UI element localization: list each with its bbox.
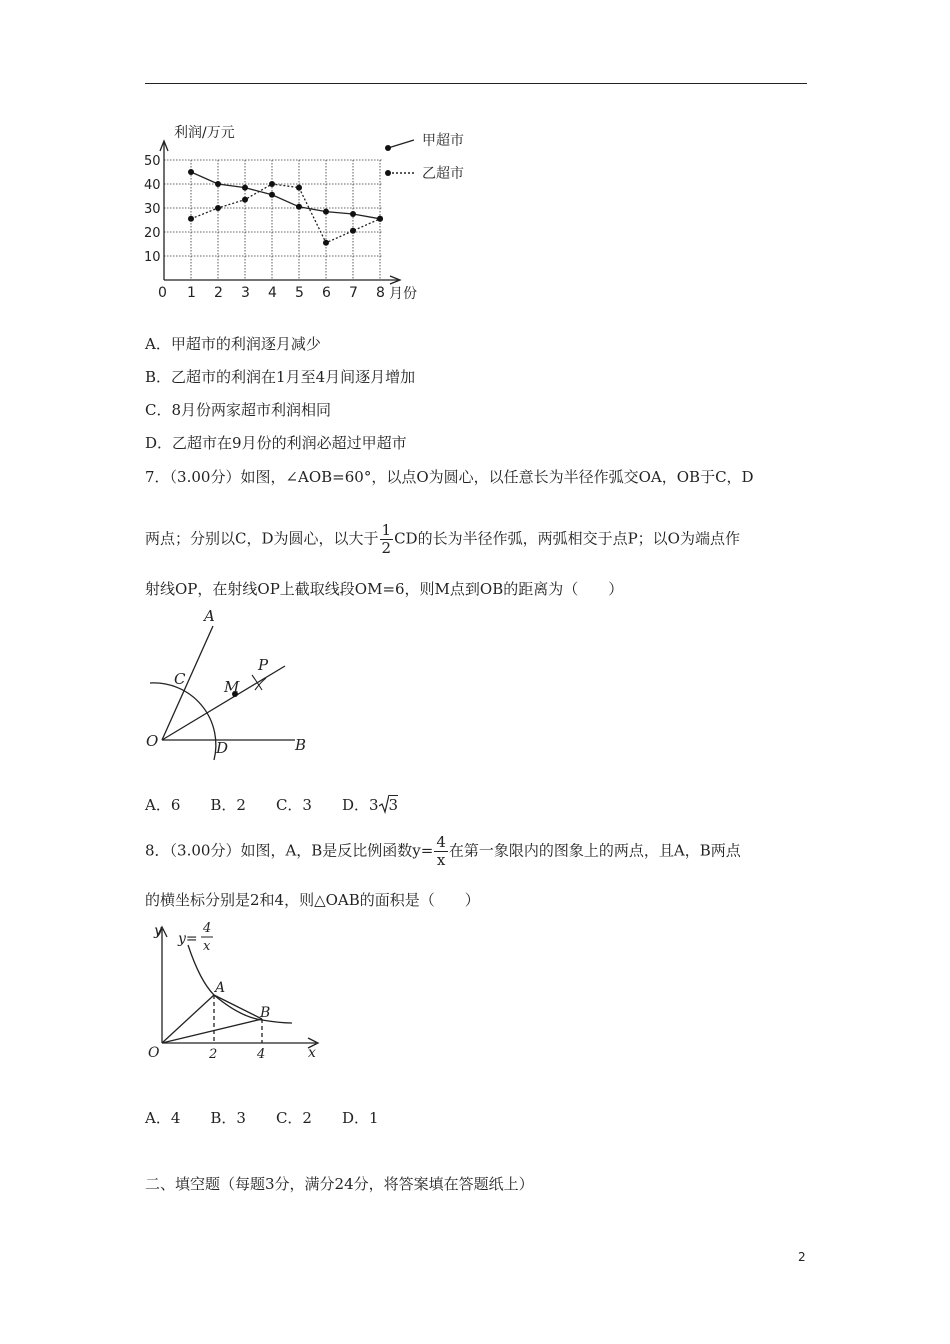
label-o: O xyxy=(146,732,159,750)
q7-option-d-radicand: 3 xyxy=(388,796,399,814)
label-o: O xyxy=(148,1045,160,1061)
q8-fraction xyxy=(434,834,448,869)
fn-den: x xyxy=(203,939,211,954)
y-tick-20: 20 xyxy=(144,226,161,241)
legend-label-jia: 甲超市 xyxy=(422,133,464,149)
chart-axes xyxy=(160,141,400,284)
x-tick-4: 4 xyxy=(268,285,277,301)
q7-line-2-pre: 两点；分别以C，D为圆心，以大于 xyxy=(145,529,379,548)
y-tick-10: 10 xyxy=(144,250,161,265)
label-d: D xyxy=(216,739,229,757)
q7-fraction-num: 1 xyxy=(381,521,392,539)
q7-fraction-den: 2 xyxy=(381,539,392,557)
series-0-point-4 xyxy=(269,192,275,198)
series-0-point-7 xyxy=(350,211,356,217)
series-0-point-1 xyxy=(188,169,194,175)
q6-option-d: D．乙超市在9月份的利润必超过甲超市 xyxy=(145,434,407,452)
q8-fraction-den: x xyxy=(436,851,446,869)
series-1-point-8 xyxy=(377,216,383,222)
chart-xlabel: 月份 xyxy=(389,286,417,302)
fn-num: 4 xyxy=(203,921,212,936)
chart-x-ticks xyxy=(187,285,385,301)
series-1-point-3 xyxy=(242,197,248,203)
x-tick-3: 3 xyxy=(241,285,250,301)
series-0-point-2 xyxy=(215,181,221,187)
label-c: C xyxy=(174,670,186,688)
chart-ylabel: 利润/万元 xyxy=(174,125,235,141)
legend-marker-jia xyxy=(385,145,391,151)
tick-2: 2 xyxy=(209,1047,218,1062)
y-tick-50: 50 xyxy=(144,154,161,169)
segment-oa xyxy=(162,995,214,1043)
legend-line-jia xyxy=(388,140,414,148)
fn-y-eq: y= xyxy=(178,931,198,947)
series-1-point-4 xyxy=(269,181,275,187)
q7-line-2 xyxy=(145,522,740,557)
q8-line-1 xyxy=(145,834,741,869)
q7-line-3: 射线OP，在射线OP上截取线段OM=6，则M点到OB的距离为（ ） xyxy=(145,580,624,598)
q6-option-c: C．8月份两家超市利润相同 xyxy=(145,401,332,419)
label-x: x xyxy=(308,1045,316,1061)
series-0-point-5 xyxy=(296,204,302,210)
q6-option-b: B．乙超市的利润在1月至4月间逐月增加 xyxy=(145,368,416,386)
series-1-point-5 xyxy=(296,185,302,191)
label-m: M xyxy=(224,678,240,696)
chart-y-ticks xyxy=(144,154,161,265)
q8-line-2: 的横坐标分别是2和4，则△OAB的面积是（ ） xyxy=(145,891,480,909)
q7-option-d-coef: 3 xyxy=(369,796,379,814)
section-2-heading: 二、填空题（每题3分，满分24分，将答案填在答题纸上） xyxy=(145,1175,534,1193)
q7-options xyxy=(145,794,398,815)
series-1-point-1 xyxy=(188,216,194,222)
label-b: B xyxy=(260,1005,271,1021)
ray-oa xyxy=(162,626,213,740)
segment-ab xyxy=(214,995,262,1019)
y-tick-30: 30 xyxy=(144,202,161,217)
label-y: y xyxy=(154,923,162,939)
label-a: A xyxy=(204,607,215,625)
q7-figure xyxy=(140,600,320,770)
chart-grid xyxy=(164,160,382,280)
label-a: A xyxy=(215,980,226,996)
q7-line-1: 7．（3.00分）如图，∠AOB=60°，以点O为圆心，以任意长为半径作弧交OA，OB于C，D xyxy=(145,468,754,486)
label-b: B xyxy=(295,736,307,754)
profit-line-chart xyxy=(140,115,490,310)
x-tick-6: 6 xyxy=(322,285,331,301)
tick-4: 4 xyxy=(257,1047,266,1062)
sqrt-icon xyxy=(379,794,389,814)
chart-series xyxy=(188,169,383,246)
series-1-point-2 xyxy=(215,205,221,211)
series-0-point-3 xyxy=(242,185,248,191)
segment-ob xyxy=(162,1019,262,1043)
q8-fraction-num: 4 xyxy=(436,833,446,851)
x-tick-1: 1 xyxy=(187,285,196,301)
q6-option-a: A．甲超市的利润逐月减少 xyxy=(145,335,321,353)
series-1-point-7 xyxy=(350,228,356,234)
q7-fraction xyxy=(380,522,394,557)
x-tick-8: 8 xyxy=(376,285,385,301)
series-1-point-6 xyxy=(323,240,329,246)
header-rule xyxy=(145,83,807,84)
hyperbola-curve xyxy=(188,945,292,1023)
x-tick-2: 2 xyxy=(214,285,223,301)
legend-marker-yi xyxy=(385,170,391,176)
q7-options-text: A．6 B．2 C．3 D． xyxy=(145,796,369,814)
q8-figure xyxy=(140,915,325,1065)
q8-line-1-post: 在第一象限内的图象上的两点，且A，B两点 xyxy=(448,841,741,860)
chart-origin-label: 0 xyxy=(158,285,167,301)
y-tick-40: 40 xyxy=(144,178,161,193)
q7-line-2-post: CD的长为半径作弧，两弧相交于点P；以O为端点作 xyxy=(394,529,740,548)
q8-line-1-pre: 8．（3.00分）如图，A，B是反比例函数y= xyxy=(145,841,434,860)
q8-options: A．4 B．3 C．2 D．1 xyxy=(145,1109,379,1127)
page-number: 2 xyxy=(798,1250,806,1264)
label-p: P xyxy=(258,656,269,674)
legend-label-yi: 乙超市 xyxy=(422,166,464,182)
x-tick-5: 5 xyxy=(295,285,304,301)
x-tick-7: 7 xyxy=(349,285,358,301)
series-0-point-6 xyxy=(323,209,329,215)
